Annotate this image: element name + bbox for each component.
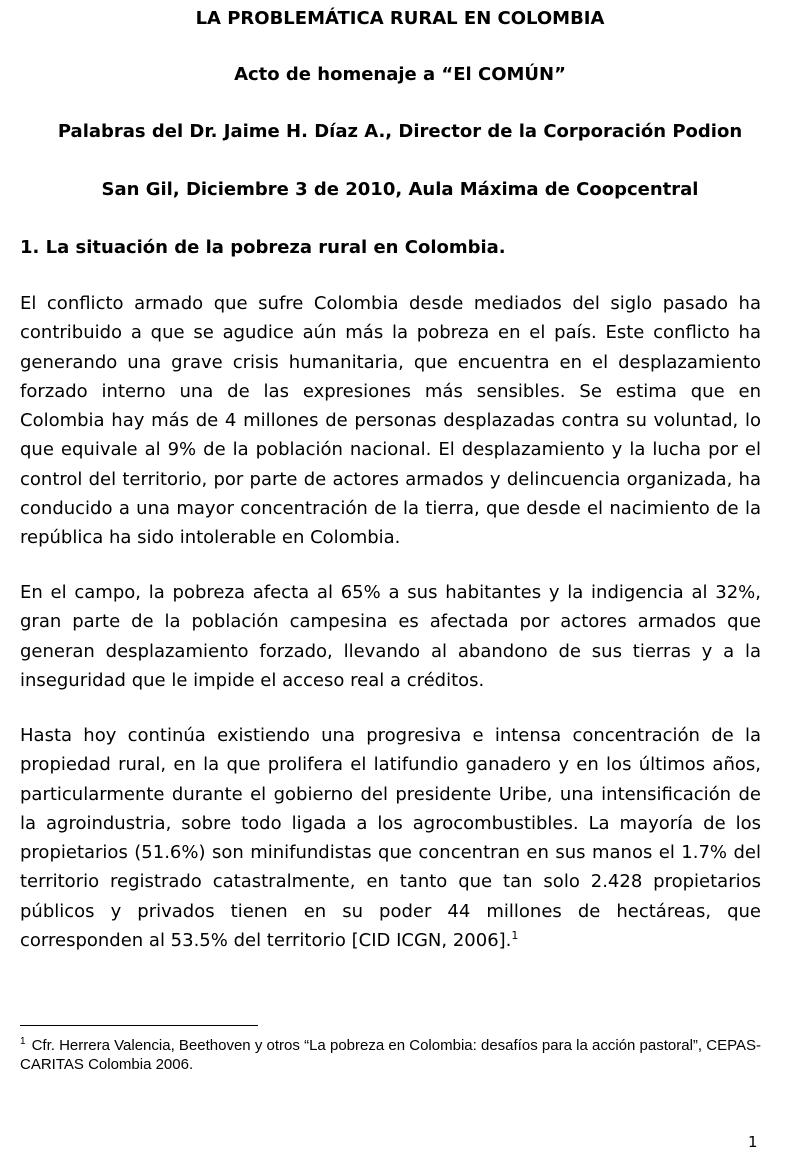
venue-date-line: San Gil, Diciembre 3 de 2010, Aula Máxima de Coopcentral	[101, 179, 699, 200]
document-subtitle: Acto de homenaje a “El COMÚN”	[234, 64, 566, 85]
body-paragraph: En el campo, la pobreza afecta al 65% a sus habitantes y la indigencia al 32%, gran parte de la población campesina es afectada por actores armados que generan desplazamiento forzado, llevando al abandono de sus tierras y a la inseguridad que le impide el acceso real a créditos.	[20, 582, 761, 691]
footnote	[20, 1036, 761, 1074]
page-number: 1	[748, 1133, 758, 1151]
footnote-marker: 1	[20, 1036, 26, 1047]
footnote-reference[interactable]: 1	[511, 929, 519, 943]
footnote-separator	[20, 1025, 258, 1026]
section-heading: 1. La situación de la pobreza rural en Colombia.	[20, 237, 506, 258]
speaker-line: Palabras del Dr. Jaime H. Díaz A., Director de la Corporación Podion	[57, 121, 743, 142]
footnote-text: Cfr. Herrera Valencia, Beethoven y otros “La pobreza en Colombia: desafíos para la acción pastoral”, CEPAS-CARITAS Colombia 2006.	[20, 1037, 761, 1073]
body-paragraph: El conflicto armado que sufre Colombia desde mediados del siglo pasado ha contribuido a que se agudice aún más la pobreza en el país. Este conflicto ha generando una grave crisis humanitaria, que encuentra en el desplazamiento forzado interno una de las expresiones más sensibles. Se estima que en Colombia hay más de 4 millones de personas desplazadas contra su voluntad, lo que equivale al 9% de la población nacional. El desplazamiento y la lucha por el control del territorio, por parte de actores armados y delincuencia organizada, ha conducido a una mayor concentración de la tierra, que desde el nacimiento de la república ha sido intolerable en Colombia.	[20, 293, 761, 549]
body-paragraph-text: Hasta hoy continúa existiendo una progresiva e intensa concentración de la propiedad rural, en la que prolifera el latifundio ganadero y en los últimos años, particularmente durante el gobierno del presidente Uribe, una intensificación de la agroindustria, sobre todo ligada a los agrocombustibles. La mayoría de los propietarios (51.6%) son minifundistas que concentran en sus manos el 1.7% del territorio registrado catastralmente, en tanto que tan solo 2.428 propietarios públicos y privados tienen en su poder 44 millones de hectáreas, que corresponden al 53.5% del territorio [CID ICGN, 2006].	[20, 725, 761, 952]
document-title: LA PROBLEMÁTICA RURAL EN COLOMBIA	[195, 8, 605, 29]
body-paragraph-with-footnote	[20, 721, 761, 955]
